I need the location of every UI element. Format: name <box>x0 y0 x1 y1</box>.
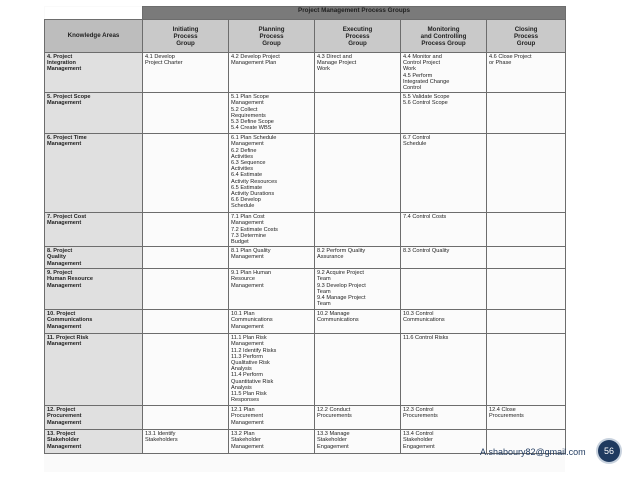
process-cell: 4.2 Develop Project Management Plan <box>229 53 315 93</box>
process-cell: 4.4 Monitor and Control Project Work 4.5 Perform Integrated Change Control <box>401 53 487 93</box>
knowledge-area-cell: 8. Project Quality Management <box>45 247 143 269</box>
knowledge-area-cell: 12. Project Procurement Management <box>45 406 143 430</box>
process-cell <box>315 334 401 406</box>
process-cell <box>315 213 401 247</box>
process-cell: 10.1 Plan Communications Management <box>229 310 315 334</box>
process-cell <box>143 134 229 213</box>
process-cell: 9.2 Acquire Project Team 9.3 Develop Project Team 9.4 Manage Project Team <box>315 269 401 310</box>
process-cell <box>315 93 401 134</box>
page-number-badge: 56 <box>598 440 620 462</box>
process-cell: 8.2 Perform Quality Assurance <box>315 247 401 269</box>
process-cell <box>143 310 229 334</box>
process-cell: 12.3 Control Procurements <box>401 406 487 430</box>
process-cell <box>143 247 229 269</box>
process-cell: 12.1 Plan Procurement Management <box>229 406 315 430</box>
table-row <box>45 53 566 93</box>
process-cell: 7.4 Control Costs <box>401 213 487 247</box>
group-header-planning: Planning Process Group <box>229 20 315 53</box>
knowledge-area-cell: 9. Project Human Resource Management <box>45 269 143 310</box>
process-cell: 6.7 Control Schedule <box>401 134 487 213</box>
process-cell: 4.3 Direct and Manage Project Work <box>315 53 401 93</box>
process-cell: 8.3 Control Quality <box>401 247 487 269</box>
process-cell: 9.1 Plan Human Resource Management <box>229 269 315 310</box>
knowledge-area-cell: 5. Project Scope Management <box>45 93 143 134</box>
process-cell <box>487 247 566 269</box>
knowledge-area-cell: 7. Project Cost Management <box>45 213 143 247</box>
table-row <box>45 134 566 213</box>
process-cell: 12.2 Conduct Procurements <box>315 406 401 430</box>
table-header-row <box>45 20 566 53</box>
process-cell <box>143 334 229 406</box>
process-cell <box>487 93 566 134</box>
process-cell: 5.1 Plan Scope Management 5.2 Collect Requirements 5.3 Define Scope 5.4 Create WBS <box>229 93 315 134</box>
table-row <box>45 334 566 406</box>
group-header-executing: Executing Process Group <box>315 20 401 53</box>
process-cell <box>315 134 401 213</box>
process-cell: 13.3 Manage Stakeholder Engagement <box>315 430 401 454</box>
table-title: Project Management Process Groups <box>143 7 566 20</box>
process-groups-table <box>44 6 566 454</box>
process-cell <box>143 269 229 310</box>
process-cell: 6.1 Plan Schedule Management 6.2 Define Activities 6.3 Sequence Activities 6.4 Estimate Activity Resources 6.5 Estimate Activity Durations 6.6 Develop Schedule <box>229 134 315 213</box>
process-cell: 11.6 Control Risks <box>401 334 487 406</box>
knowledge-area-cell: 4. Project Integration Management <box>45 53 143 93</box>
process-cell: 11.1 Plan Risk Management 11.2 Identify Risks 11.3 Perform Qualitative Risk Analysis 11.4 Perform Quantitative Risk Analysis 11.5 Plan Risk Responses <box>229 334 315 406</box>
process-cell <box>487 213 566 247</box>
table-row <box>45 247 566 269</box>
group-header-closing: Closing Process Group <box>487 20 566 53</box>
knowledge-area-cell: 13. Project Stakeholder Management <box>45 430 143 454</box>
process-cell <box>487 269 566 310</box>
process-cell: 12.4 Close Procurements <box>487 406 566 430</box>
table-title-row <box>45 7 566 20</box>
table-row <box>45 93 566 134</box>
process-cell <box>487 134 566 213</box>
process-cell <box>143 93 229 134</box>
process-cell <box>143 406 229 430</box>
process-cell: 10.2 Manage Communications <box>315 310 401 334</box>
process-cell <box>487 334 566 406</box>
process-cell <box>143 213 229 247</box>
knowledge-area-cell: 10. Project Communications Management <box>45 310 143 334</box>
knowledge-areas-header: Knowledge Areas <box>45 20 143 53</box>
process-cell: 13.1 Identify Stakeholders <box>143 430 229 454</box>
process-cell: 13.2 Plan Stakeholder Management <box>229 430 315 454</box>
process-cell: 7.1 Plan Cost Management 7.2 Estimate Costs 7.3 Determine Budget <box>229 213 315 247</box>
knowledge-area-cell: 6. Project Time Management <box>45 134 143 213</box>
process-cell: 10.3 Control Communications <box>401 310 487 334</box>
group-header-monitoring: Monitoring and Controlling Process Group <box>401 20 487 53</box>
process-cell: 8.1 Plan Quality Management <box>229 247 315 269</box>
process-cell <box>487 310 566 334</box>
group-header-initiating: Initiating Process Group <box>143 20 229 53</box>
blank-corner <box>45 7 143 20</box>
table-row <box>45 406 566 430</box>
table-row <box>45 310 566 334</box>
process-groups-table-container <box>44 6 565 472</box>
table-row <box>45 269 566 310</box>
process-cell: 4.1 Develop Project Charter <box>143 53 229 93</box>
process-cell: 13.4 Control Stakeholder Engagement <box>401 430 487 454</box>
knowledge-area-cell: 11. Project Risk Management <box>45 334 143 406</box>
process-cell <box>401 269 487 310</box>
process-cell: 4.6 Close Project or Phase <box>487 53 566 93</box>
author-email: A.shaboury82@gmail.com <box>480 447 586 457</box>
process-cell: 5.5 Validate Scope 5.6 Control Scope <box>401 93 487 134</box>
table-row <box>45 213 566 247</box>
